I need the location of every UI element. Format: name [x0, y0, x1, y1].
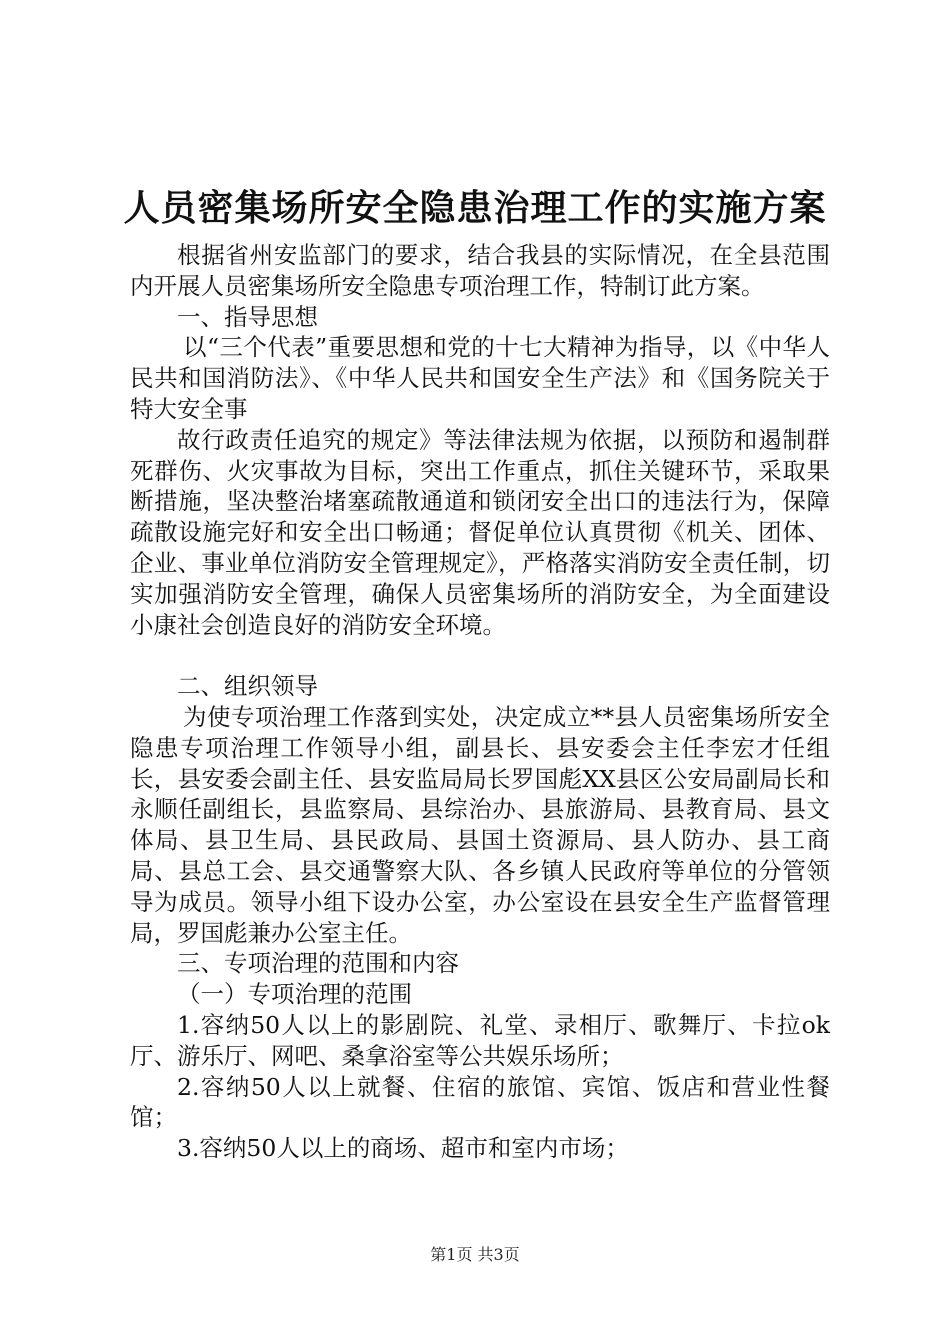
guiding-ideology-paragraph-part2: 故行政责任追究的规定》等法律法规为依据，以预防和遏制群死群伤、火灾事故为目标，突出工作重点，抓住关键环节，采取果断措施，坚决整治堵塞疏散通道和锁闭安全出口的违法行为，保障疏散设施完好和安全出口畅通；督促单位认真贯彻《机关、团体、企业、事业单位消防安全管理规定》，严格落实消防安全责任制，切实加强消防安全管理，确保人员密集场所的消防安全，为全面建设小康社会创造良好的消防安全环境。	[130, 425, 830, 639]
document-body	[130, 240, 830, 1164]
document-title: 人员密集场所安全隐患治理工作的实施方案	[123, 187, 827, 229]
organization-paragraph: 为使专项治理工作落到实处，决定成立**县人员密集场所安全隐患专项治理工作领导小组，副县长、县安委会主任李宏才任组长，县安委会副主任、县安监局局长罗国彪XX县区公安局副局长和永顺任副组长，县监察局、县综治办、县旅游局、县教育局、县文体局、县卫生局、县民政局、县国土资源局、县人防办、县工商局、县总工会、县交通警察大队、各乡镇人民政府等单位的分管领导为成员。领导小组下设办公室，办公室设在县安全生产监督管理局，罗国彪兼办公室主任。	[130, 702, 830, 947]
section-heading-organization: 二、组织领导	[177, 672, 318, 701]
scope-list-item: 1.容纳50人以上的影剧院、礼堂、录相厅、歌舞厅、卡拉ok厅、游乐厅、网吧、桑拿浴室等公共娱乐场所；	[130, 1010, 830, 1070]
paragraph-spacer	[130, 640, 830, 671]
scope-list-item: 3.容纳50人以上的商场、超市和室内市场；	[177, 1134, 629, 1163]
subsection-heading-scope: （一）专项治理的范围	[177, 980, 412, 1009]
guiding-ideology-paragraph-part1: 以“三个代表”重要思想和党的十七大精神为指导，以《中华人民共和国消防法》、《中华人民共和国安全生产法》和《国务院关于特大安全事	[130, 333, 830, 423]
page-number-footer: 第1页 共3页	[430, 1245, 520, 1264]
section-heading-guiding-ideology: 一、指导思想	[177, 302, 318, 331]
section-heading-scope-content: 三、专项治理的范围和内容	[177, 949, 459, 978]
scope-list-item: 2.容纳50人以上就餐、住宿的旅馆、宾馆、饭店和营业性餐馆；	[130, 1072, 830, 1132]
intro-paragraph: 根据省州安监部门的要求，结合我县的实际情况，在全县范围内开展人员密集场所安全隐患专项治理工作，特制订此方案。	[130, 241, 830, 300]
